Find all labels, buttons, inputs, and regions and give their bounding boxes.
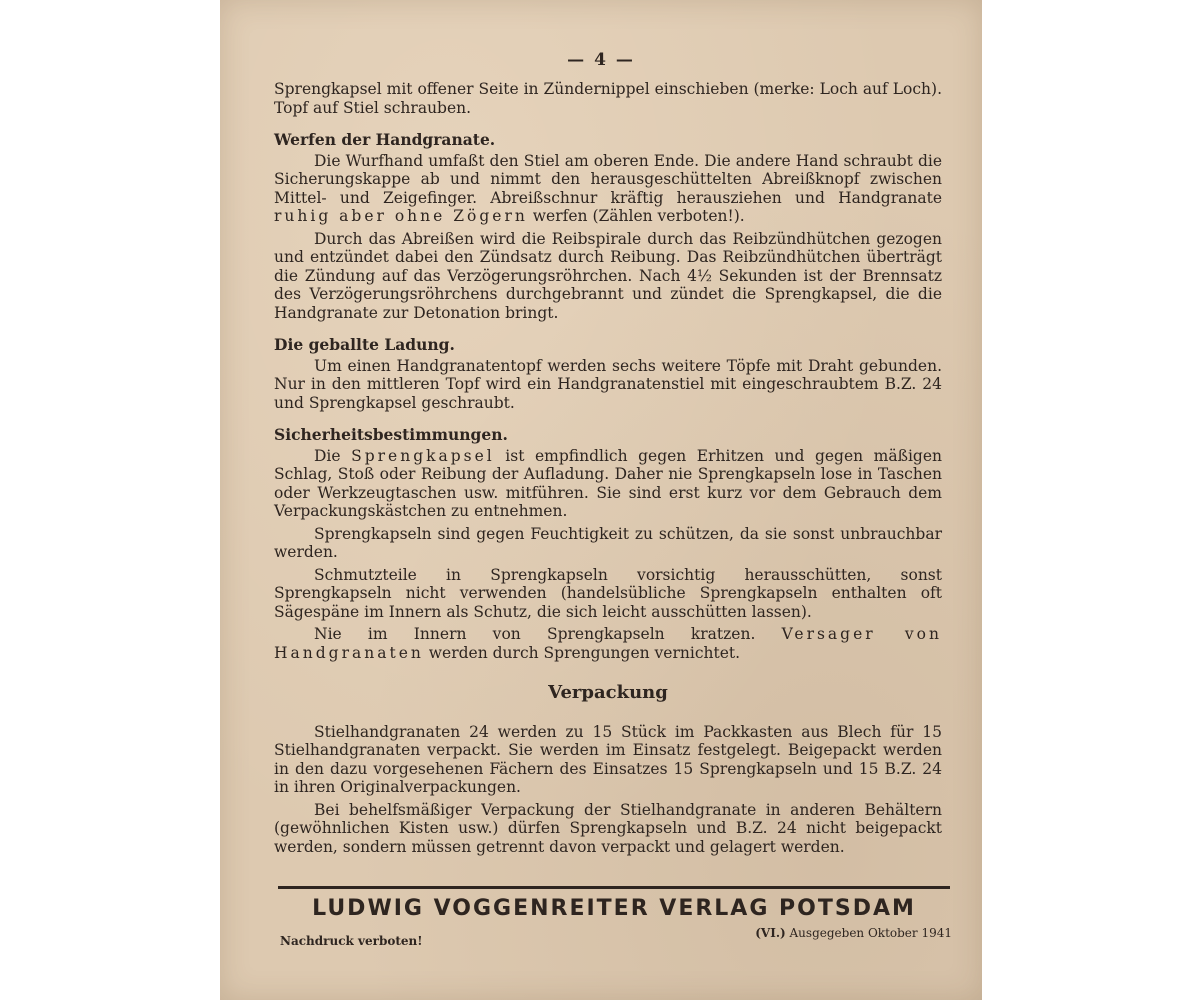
werfen-text-c: werfen (Zählen verboten!). [532,207,745,225]
sicherheit-text-c: ist empfindlich gegen Erhitzen und gegen mäßigen Schlag, Stoß oder Reibung der Aufladung. Daher nie Sprengkapseln lose in Taschen oder Werkzeugtaschen usw. mitführen. Sie sind erst kurz vor dem Gebrauch dem Verpackungskästchen zu entnehmen. [274,446,942,520]
heading-sicherheit: Sicherheitsbestimmungen. [274,425,508,444]
paragraph-ladung-1: Um einen Handgranatentopf werden sechs weitere Töpfe mit Draht gebunden. Nur in den mittleren Topf wird ein Handgranatenstiel mit eingeschraubtem B.Z. 24 und Sprengkapsel geschraubt. [274,356,942,412]
page-content [274,80,942,856]
heading-werfen: Werfen der Handgranate. [274,130,496,149]
paragraph-sicherheit-2: Sprengkapseln sind gegen Feuchtigkeit zu schützen, da sie sonst unbrauchbar werden. [274,524,942,561]
intro-paragraph: Sprengkapsel mit offener Seite in Zündernippel einschieben (merke: Loch auf Loch). Topf auf Stiel schrauben. [274,80,942,117]
paragraph-werfen-1 [274,152,942,226]
paragraph-verpackung-2: Bei behelfsmäßiger Verpackung der Stielhandgranate in anderen Behältern (gewöhnlichen Kisten usw.) dürfen Sprengkapseln und B.Z. 24 nicht beigepackt werden, sondern müssen getrennt davon verpackt und gelagert werden. [274,800,942,856]
edition-code: (VI.) [755,926,786,940]
werfen-emphasis: ruhig aber ohne Zögern [274,207,528,225]
edition-info [755,926,952,940]
paragraph-sicherheit-1 [274,447,942,521]
paragraph-werfen-2: Durch das Abreißen wird die Reibspirale durch das Reibzündhütchen gezogen und entzündet dabei den Zündsatz durch Reibung. Das Reibzündhütchen überträgt die Zündung auf das Verzögerungsröhrchen. Nach 4½ Sekunden ist der Brennsatz des Verzögerungsröhrchens durchgebrannt und zündet die Sprengkapsel, die die Handgranate zur Detonation bringt. [274,229,942,322]
paragraph-sicherheit-4 [274,625,942,662]
edition-text: Ausgegeben Oktober 1941 [789,926,952,940]
footer-rule [278,886,950,889]
sicherheit-p4-text-c: werden durch Sprengungen vernichtet. [428,643,741,662]
sicherheit-text-a: Die [314,446,341,465]
sicherheit-p4-emphasis: Versager von Handgranaten [274,625,942,662]
paragraph-sicherheit-3: Schmutzteile in Sprengkapseln vorsichtig herausschütten, sonst Sprengkapseln nicht verwenden (handelsübliche Sprengkapseln enthalten oft Sägespäne im Innern als Schutz, die sich leicht ausschütten lassen). [274,565,942,621]
sicherheit-p4-text-a: Nie im Innern von Sprengkapseln kratzen. [314,625,756,643]
page-number: — 4 — [567,50,635,70]
document-page [220,0,982,1000]
publisher-name: LUDWIG VOGGENREITER VERLAG POTSDAM [312,896,916,921]
paragraph-verpackung-1: Stielhandgranaten 24 werden zu 15 Stück im Packkasten aus Blech für 15 Stielhandgranaten verpackt. Sie werden im Einsatz festgelegt. Beigepackt werden in den dazu vorgesehenen Fächern des Einsatzes 15 Sprengkapseln und 15 B.Z. 24 in ihren Originalverpackungen. [274,722,942,796]
werfen-text-a: Die Wurfhand umfaßt den Stiel am oberen Ende. Die andere Hand schraubt die Sicherungskappe ab und nimmt den herausgeschüttelten Abreißknopf zwischen Mittel- und Zeigefinger. Abreißschnur kräftig herausziehen und Handgranate [274,151,942,207]
heading-verpackung: Verpackung [548,682,668,703]
reprint-notice: Nachdruck verboten! [280,934,423,948]
sicherheit-emphasis: Sprengkapsel [351,446,495,465]
heading-ladung: Die geballte Ladung. [274,335,455,354]
